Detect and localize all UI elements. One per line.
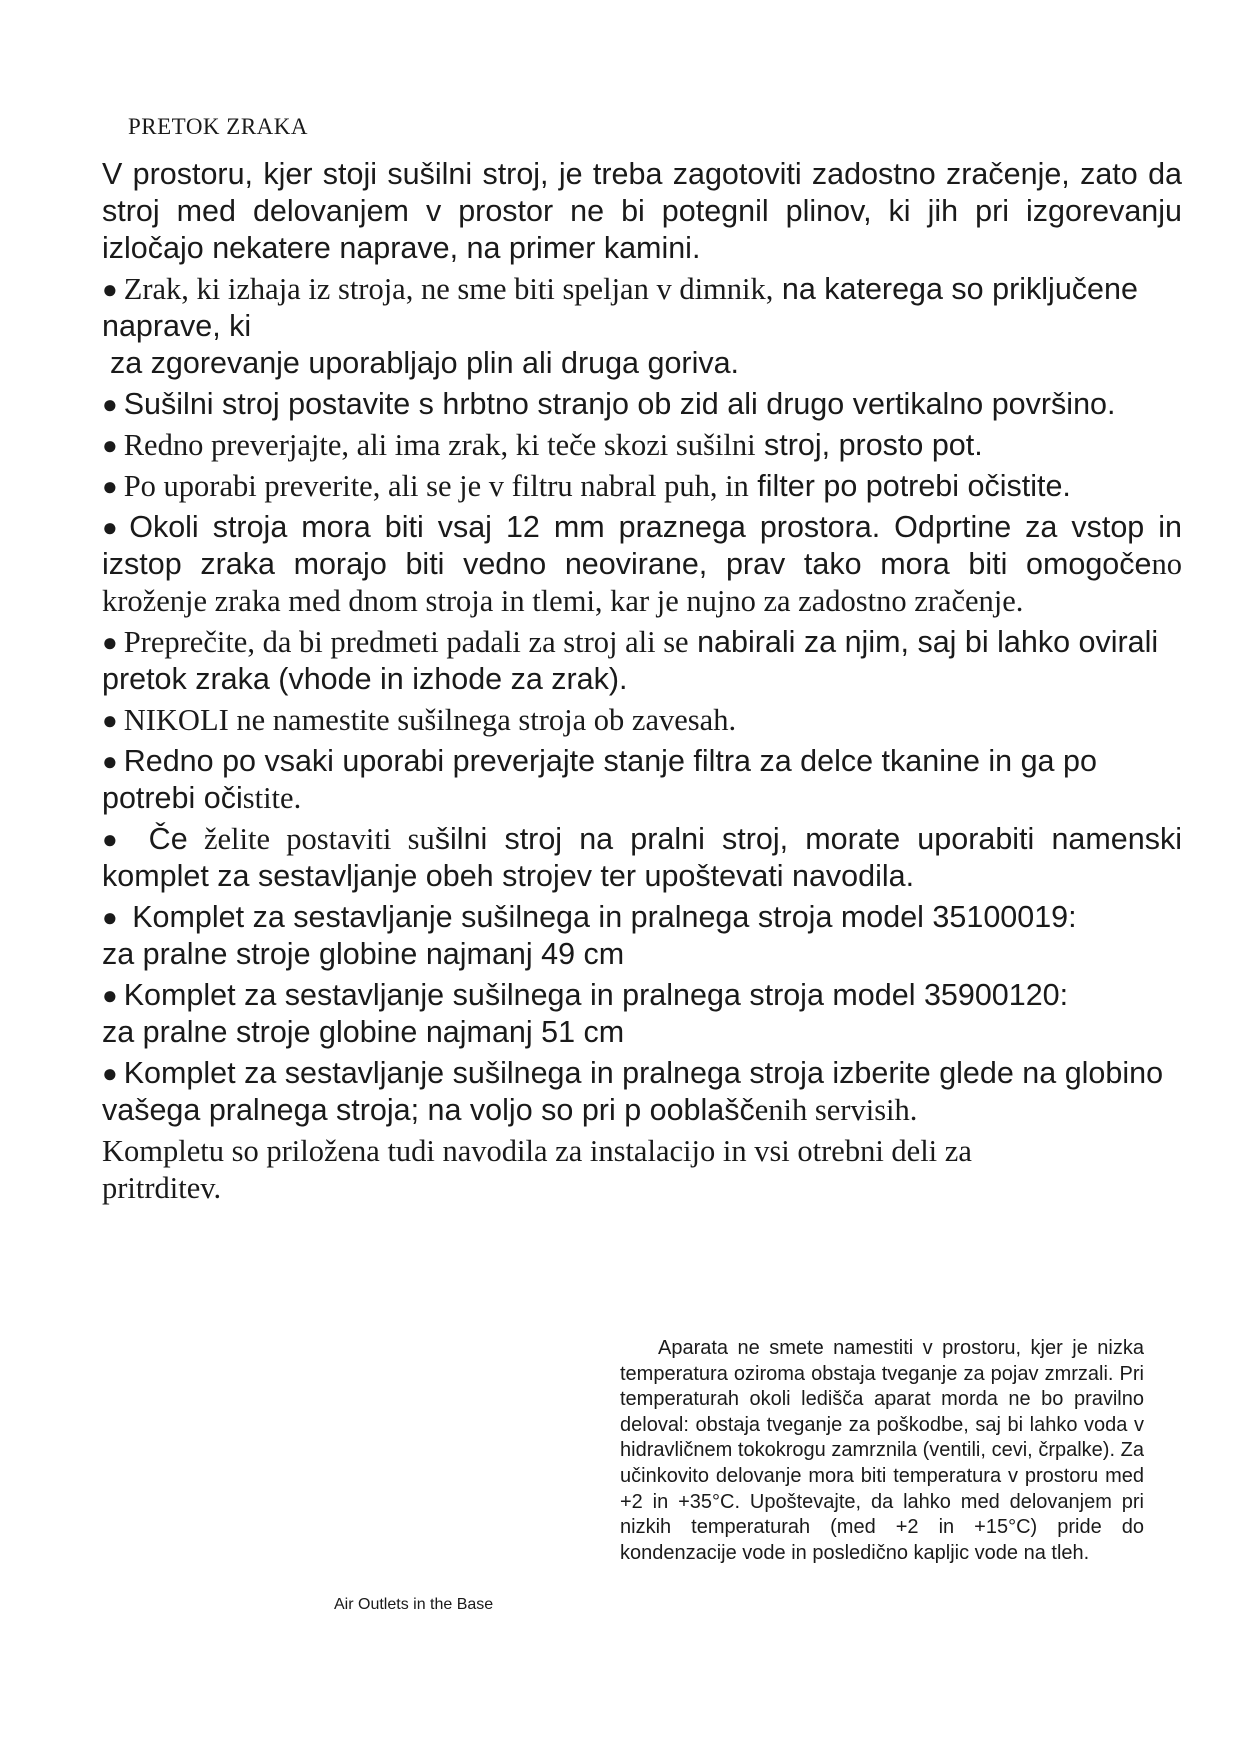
bullet-6 — [102, 624, 1182, 698]
bullet-9-sans1: Če — [148, 822, 188, 856]
bullet-1 — [102, 271, 1182, 382]
bullet-11-line1: Komplet za sestavljanje sušilnega in pralnega stroja model 35900120: — [123, 978, 1069, 1012]
bullet-6-sans: nabirali za njim, saj bi lahko ovirali pretok zraka (vhode in izhode za zrak). — [102, 625, 1159, 696]
bullet-icon: ● — [102, 824, 127, 854]
bullet-6-serif: Preprečite, da bi predmeti padali za stroj ali se — [123, 625, 689, 659]
figure-caption: Air Outlets in the Base — [334, 1596, 494, 1613]
bullet-icon: ● — [102, 471, 118, 501]
bullet-9 — [102, 821, 1182, 895]
bullet-7 — [102, 702, 1182, 739]
bullet-10-line1: Komplet za sestavljanje sušilnega in pralnega stroja model 35100019: — [132, 900, 1077, 934]
bullet-10 — [102, 899, 1182, 973]
bullet-3-sans: stroj, prosto pot. — [755, 428, 983, 462]
bullet-icon: ● — [102, 430, 118, 460]
bullet-3 — [102, 427, 1182, 464]
bullet-2 — [102, 386, 1182, 423]
temperature-note — [620, 1336, 1144, 1566]
bullet-11 — [102, 977, 1182, 1051]
bullet-icon: ● — [102, 274, 118, 304]
bullet-icon: ● — [102, 980, 118, 1010]
bullet-icon: ● — [102, 902, 118, 932]
bullet-10-line2: za pralne stroje globine najmanj 49 cm — [102, 937, 625, 971]
main-text — [102, 156, 1182, 1211]
bullet-5-serif: no kroženje zraka med dnom stroja in tlemi, kar je nujno za zadostno zračenje. — [102, 547, 1182, 618]
bullet-5-sans: Okoli stroja mora biti vsaj 12 mm praznega prostora. Odprtine za vstop in izstop zraka morajo biti vedno neovirane, prav tako mora biti omogoče — [102, 510, 1182, 581]
bullet-3-serif: Redno preverjajte, ali ima zrak, ki teče skozi sušilni — [123, 428, 756, 462]
bullet-12-serif: enih servisih. — [754, 1093, 918, 1127]
bullet-4-sans: filter po potrebi očistite. — [748, 469, 1071, 503]
bullet-8-serif: stite. — [242, 781, 302, 815]
bullet-icon: ● — [102, 627, 118, 657]
bullet-4 — [102, 468, 1182, 505]
bullet-2-text: Sušilni stroj postavite s hrbtno stranjo ob zid ali drugo vertikalno površino. — [123, 387, 1116, 421]
bullet-12-sans: Komplet za sestavljanje sušilnega in pralnega stroja izberite glede na globino vašega pralnega stroja; na voljo so pri p ooblašč — [102, 1056, 1164, 1127]
bullet-icon: ● — [102, 512, 124, 542]
bullet-icon: ● — [102, 746, 118, 776]
bullet-icon: ● — [102, 1058, 118, 1088]
bullet-9-sans2: šilni stroj na pralni stroj, morate uporabiti namenski komplet za sestavljanje obeh strojev ter upoštevati navodila. — [102, 822, 1182, 893]
bullet-1-line2: za zgorevanje uporabljajo plin ali druga goriva. — [110, 346, 740, 380]
bullet-4-serif: Po uporabi preverite, ali se je v filtru nabral puh, in — [123, 469, 749, 503]
section-heading: PRETOK ZRAKA — [128, 114, 309, 139]
bullet-1-serif: Zrak, ki izhaja iz stroja, ne sme biti speljan v dimnik, — [123, 272, 774, 306]
bullet-icon: ● — [102, 389, 118, 419]
bullet-7-text: NIKOLI ne namestite sušilnega stroja ob zavesah. — [123, 703, 737, 737]
bullet-8 — [102, 743, 1182, 817]
bullet-9-serif: želite postaviti su — [187, 822, 435, 856]
temperature-note-text: Aparata ne smete namestiti v prostoru, kjer je nizka temperatura oziroma obstaja tveganje za pojav zmrzali. Pri temperaturah okoli ledišča aparat morda ne bo pravilno deloval: obstaja tveganje za poškodbe, saj bi lahko voda v hidravličnem tokokrogu zamrznila (ventili, cevi, črpalke). Za učinkovito delovanje mora biti temperatura v prostoru med +2 in +35°C. Upoštevajte, da lahko med delovanjem pri nizkih temperaturah (med +2 in +15°C) pride do kondenzacije vode in posledično kapljic vode na tleh. — [620, 1337, 1144, 1564]
bullet-5 — [102, 509, 1182, 620]
bullet-11-line2: za pralne stroje globine najmanj 51 cm — [102, 1015, 625, 1049]
bullet-1-sans: na katerega so priključene naprave, ki — [102, 272, 1138, 343]
bullet-12 — [102, 1055, 1182, 1129]
bullet-icon: ● — [102, 705, 118, 735]
intro-paragraph: V prostoru, kjer stoji sušilni stroj, je treba zagotoviti zadostno zračenje, zato da stroj med delovanjem v prostor ne bi potegnil plinov, ki jih pri izgorevanju izločajo nekatere naprave, na primer kamini. — [102, 157, 1182, 265]
bullet-8-sans: Redno po vsaki uporabi preverjajte stanje filtra za delce tkanine in ga po potrebi oči — [102, 744, 1097, 815]
closing-paragraph: Kompletu so priložena tudi navodila za instalacijo in vsi otrebni deli za pritrditev. — [102, 1134, 972, 1205]
